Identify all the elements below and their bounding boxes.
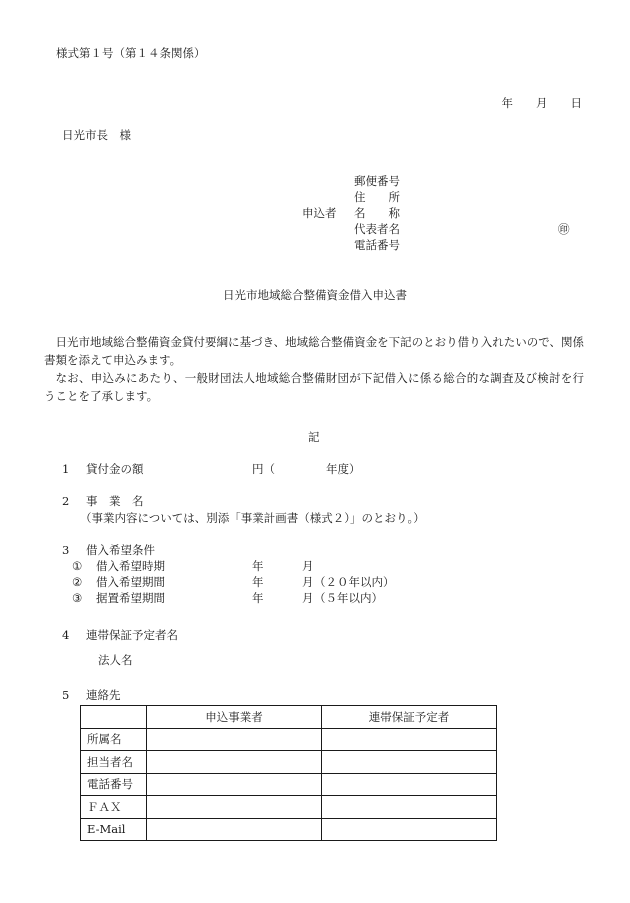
contact-cell-applicant[interactable] xyxy=(147,728,322,751)
contact-header-blank xyxy=(81,706,147,729)
condition-2-year: 年 xyxy=(252,575,264,589)
contact-header-applicant: 申込事業者 xyxy=(147,706,322,729)
condition-3-label: 据置希望期間 xyxy=(96,591,165,605)
section-1-year: 年度） xyxy=(326,462,361,476)
seal-icon: ㊞ xyxy=(558,222,570,236)
section-1-label: 貸付金の額 xyxy=(86,462,144,476)
contact-cell-applicant[interactable] xyxy=(147,773,322,796)
contact-row-label: 所属名 xyxy=(81,728,147,751)
contact-row xyxy=(81,751,497,774)
contact-cell-guarantor[interactable] xyxy=(322,796,497,819)
body-paragraph-1: 日光市地域総合整備資金貸付要綱に基づき、地域総合整備資金を下記のとおり借り入れたいので、関係書類を添えて申込みます。 xyxy=(44,335,584,367)
condition-3-month: 月 xyxy=(302,591,314,605)
condition-2-month: 月 xyxy=(302,575,314,589)
contact-cell-applicant[interactable] xyxy=(147,751,322,774)
contact-cell-guarantor[interactable] xyxy=(322,818,497,841)
condition-2-note: （２０年以内） xyxy=(314,575,395,589)
contact-row-label: 担当者名 xyxy=(81,751,147,774)
applicant-field-representative: 代表者名 xyxy=(354,222,400,236)
contact-row xyxy=(81,796,497,819)
condition-1-label: 借入希望時期 xyxy=(96,559,165,573)
contact-row-label: ＦＡＸ xyxy=(81,796,147,819)
contact-cell-guarantor[interactable] xyxy=(322,751,497,774)
body-text xyxy=(44,333,584,405)
applicant-fields xyxy=(354,174,400,254)
condition-2-mark: ② xyxy=(72,575,83,589)
applicant-field-address: 住 所 xyxy=(354,190,400,204)
condition-3-mark: ③ xyxy=(72,591,83,605)
document-title: 日光市地域総合整備資金借入申込書 xyxy=(223,288,407,302)
contact-row-label: 電話番号 xyxy=(81,773,147,796)
applicant-field-phone: 電話番号 xyxy=(354,238,400,252)
contact-cell-guarantor[interactable] xyxy=(322,728,497,751)
contact-header-guarantor: 連帯保証予定者 xyxy=(322,706,497,729)
applicant-field-postal: 郵便番号 xyxy=(354,174,400,188)
condition-1-month: 月 xyxy=(302,559,314,573)
contact-row-label: E-Mail xyxy=(81,818,147,841)
condition-2-label: 借入希望期間 xyxy=(96,575,165,589)
section-2-label: 事 業 名 xyxy=(86,494,144,508)
section-3-number: 3 xyxy=(62,543,70,557)
applicant-field-name: 名 称 xyxy=(354,206,400,220)
condition-3-year: 年 xyxy=(252,591,264,605)
contact-cell-applicant[interactable] xyxy=(147,818,322,841)
section-4-sub: 法人名 xyxy=(98,653,133,667)
section-4-number: 4 xyxy=(62,628,70,642)
date-line: 年 月 日 xyxy=(501,96,582,110)
section-2-note: （事業内容については、別添「事業計画書（様式２）」のとおり。） xyxy=(80,511,425,525)
section-3-label: 借入希望条件 xyxy=(86,543,155,557)
contact-row xyxy=(81,818,497,841)
contact-row xyxy=(81,728,497,751)
section-2-number: 2 xyxy=(62,494,70,508)
applicant-label: 申込者 xyxy=(302,206,337,220)
section-5-label: 連絡先 xyxy=(86,688,121,702)
section-5-number: 5 xyxy=(62,688,70,702)
contact-cell-applicant[interactable] xyxy=(147,796,322,819)
ki-heading: 記 xyxy=(308,430,320,444)
condition-3-note: （５年以内） xyxy=(314,591,383,605)
form-number: 様式第１号（第１４条関係） xyxy=(56,46,206,60)
section-1-number: 1 xyxy=(62,462,70,476)
contact-header-row xyxy=(81,706,497,729)
addressee: 日光市長 様 xyxy=(62,128,131,142)
contact-table xyxy=(80,705,497,841)
condition-1-mark: ① xyxy=(72,559,83,573)
section-1-unit: 円（ xyxy=(252,462,275,476)
body-paragraph-2: なお、申込みにあたり、一般財団法人地域総合整備財団が下記借入に係る総合的な調査及び検討を行うことを了承します。 xyxy=(44,371,584,403)
condition-1-year: 年 xyxy=(252,559,264,573)
contact-row xyxy=(81,773,497,796)
section-4-label: 連帯保証予定者名 xyxy=(86,628,178,642)
contact-cell-guarantor[interactable] xyxy=(322,773,497,796)
